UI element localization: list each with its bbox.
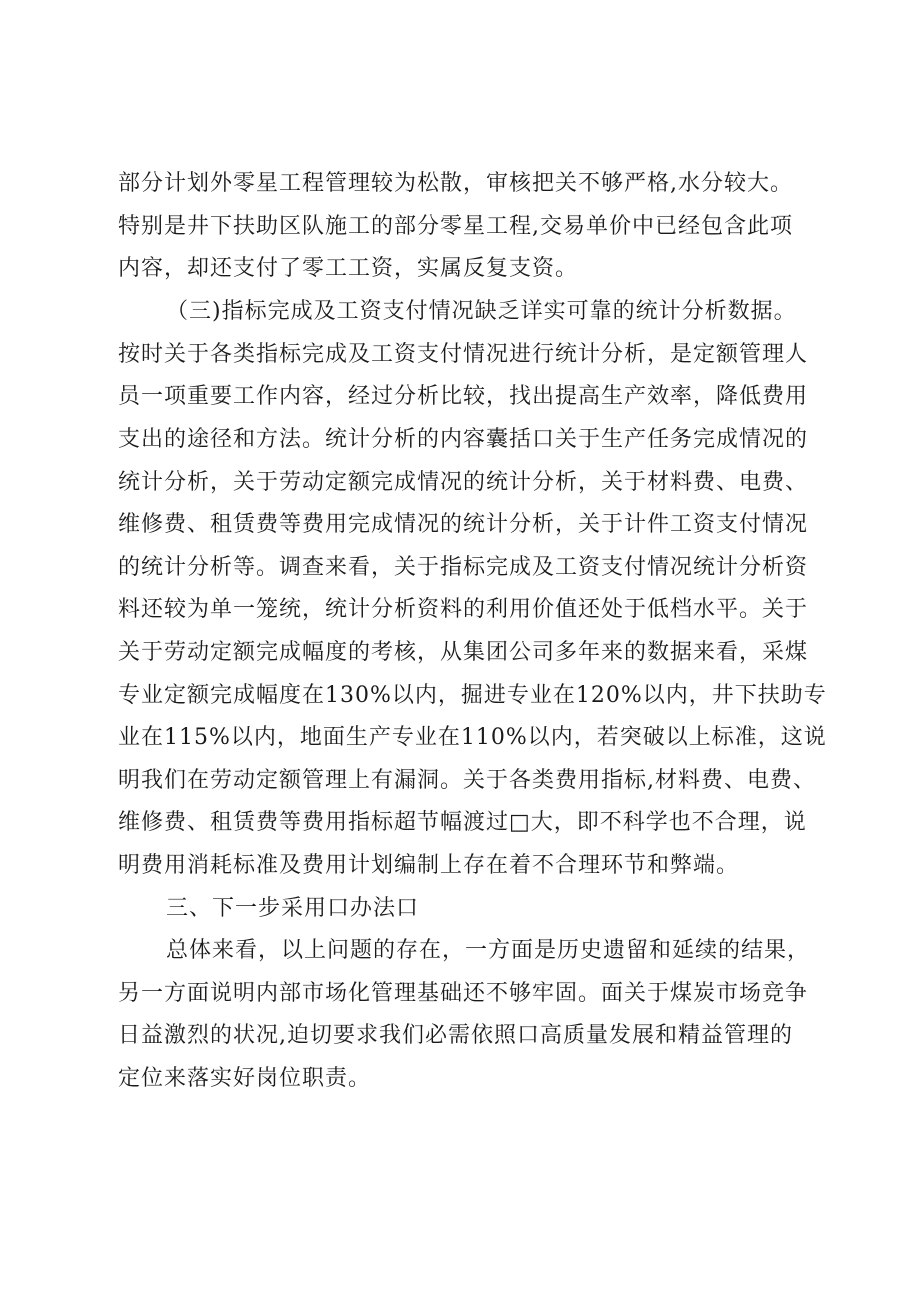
paragraph-3-line-1: 总体来看，以上问题的存在，一方面是历史遗留和延续的结果，	[166, 938, 811, 963]
paragraph-2-line-12: 明我们在劳动定额管理上有漏洞。关于各类费用指标,材料费、电费、	[118, 768, 816, 793]
paragraph-1-line-1: 部分计划外零星工程管理较为松散，审核把关不够严格,水分较大。	[118, 171, 793, 196]
paragraph-2-line-11: 业在115%以内，地面生产专业在110%以内，若突破以上标准，这说	[118, 725, 827, 750]
section-heading: 三、下一步采用口办法口	[166, 896, 420, 921]
paragraph-2-line-13: 维修费、租赁费等费用指标超节幅渡过□大，即不科学也不合理，说	[118, 810, 807, 835]
paragraph-2-line-4: 支出的途径和方法。统计分析的内容囊括口关于生产任务完成情况的	[118, 427, 809, 452]
paragraph-2-line-3: 员一项重要工作内容，经过分析比较，找出提高生产效率，降低费用	[118, 384, 809, 409]
paragraph-2-line-14: 明费用消耗标准及费用计划编制上存在着不合理环节和弊端。	[118, 853, 740, 878]
paragraph-2-line-1: （三)指标完成及工资支付情况缺乏详实可靠的统计分析数据。	[166, 299, 797, 324]
paragraph-2-line-7: 的统计分析等。调查来看，关于指标完成及工资支付情况统计分析资	[118, 555, 809, 580]
paragraph-2-line-2: 按时关于各类指标完成及工资支付情况进行统计分析，是定额管理人	[118, 342, 809, 367]
paragraph-3-line-4: 定位来落实好岗位职责。	[118, 1066, 372, 1091]
paragraph-1-line-3: 内容，却还支付了零工工资，实属反复支资。	[118, 256, 579, 281]
paragraph-1-line-2: 特别是井下扶助区队施工的部分零星工程,交易单价中已经包含此项	[118, 214, 793, 239]
paragraph-2-line-10: 专业定额完成幅度在130%以内，掘进专业在120%以内，井下扶助专	[118, 683, 827, 708]
paragraph-3-line-3: 日益激烈的状况,迫切要求我们必需依照口高质量发展和精益管理的	[118, 1023, 793, 1048]
paragraph-2-line-9: 关于劳动定额完成幅度的考核，从集团公司多年来的数据来看，采煤	[118, 640, 809, 665]
paragraph-3-line-2: 另一方面说明内部市场化管理基础还不够牢固。面关于煤炭市场竞争	[118, 981, 809, 1006]
paragraph-2-line-5: 统计分析，关于劳动定额完成情况的统计分析，关于材料费、电费、	[118, 470, 809, 495]
paragraph-2-line-8: 料还较为单一笼统，统计分析资料的利用价值还处于低档水平。关于	[118, 597, 809, 622]
paragraph-2-line-6: 维修费、租赁费等费用完成情况的统计分析，关于计件工资支付情况	[118, 512, 809, 537]
